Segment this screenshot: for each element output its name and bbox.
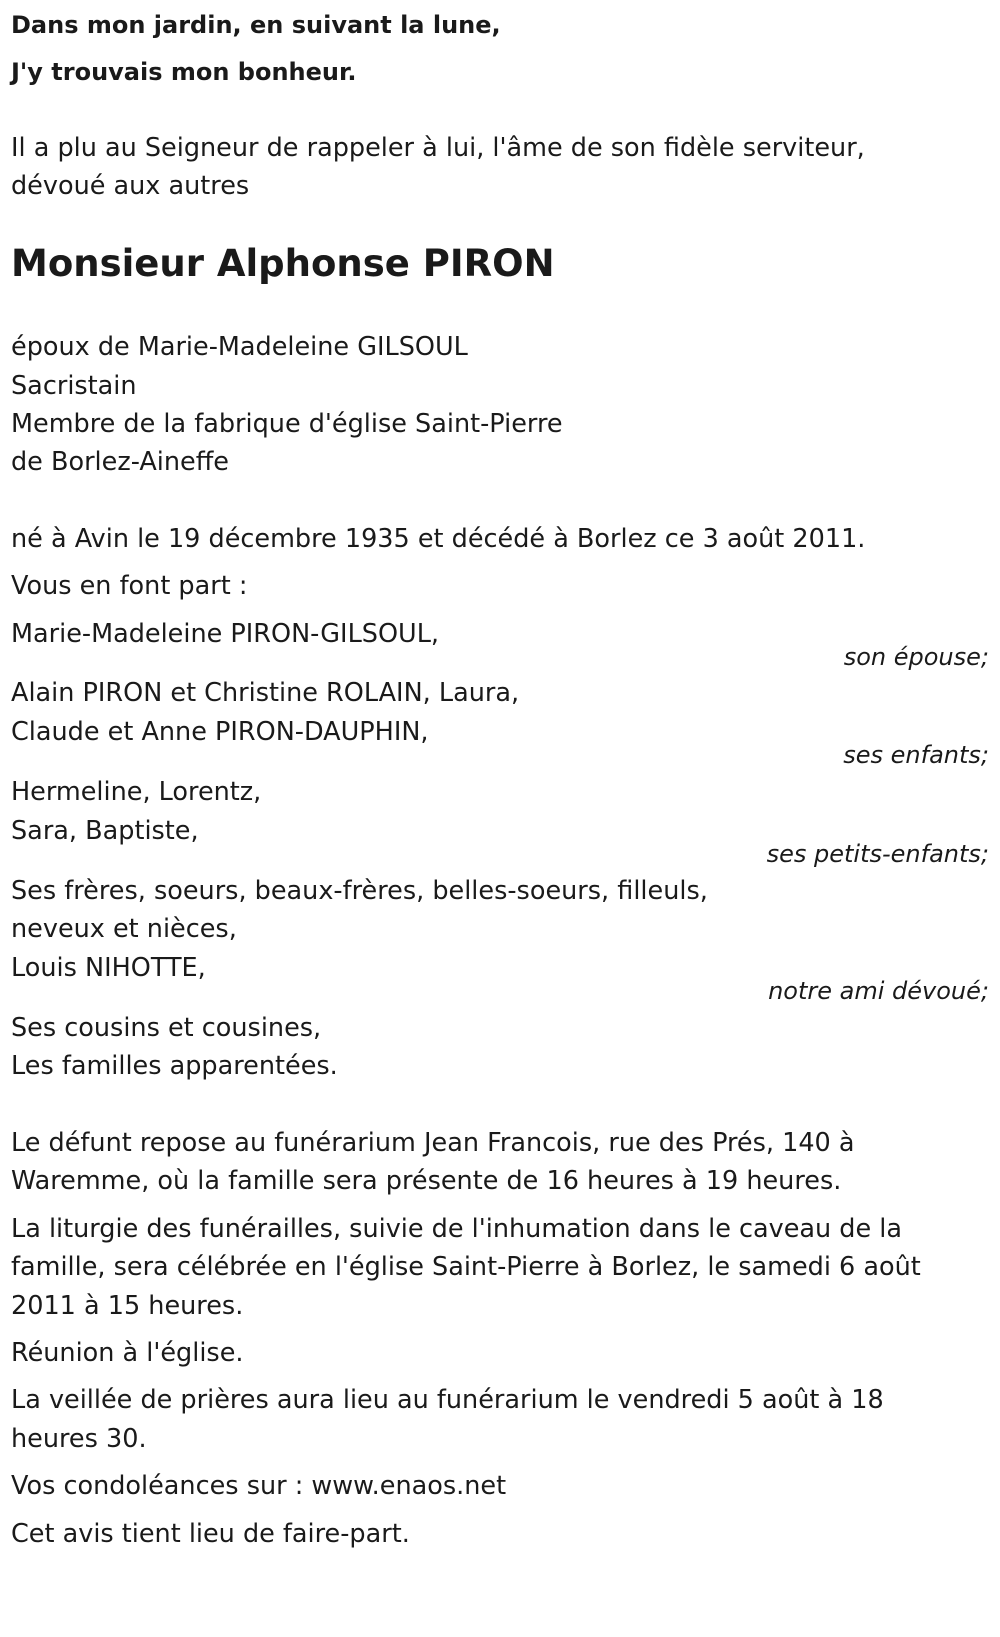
poem-line-1: Dans mon jardin, en suivant la lune, — [11, 11, 501, 39]
repose-line-2: Waremme, où la famille sera présente de 16 heures à 19 heures. — [11, 1166, 842, 1196]
intro-line-2: dévoué aux autres — [11, 171, 250, 201]
detail-spouse: époux de Marie-Madeleine GILSOUL — [11, 332, 468, 362]
announce-line: Vous en font part : — [11, 571, 248, 601]
spouse-role: son épouse; — [843, 643, 989, 671]
others-line-1: Ses cousins et cousines, — [11, 1013, 322, 1043]
others-line-2: Les familles apparentées. — [11, 1051, 338, 1081]
vigil-line-2: heures 30. — [11, 1424, 147, 1454]
grandchildren-role: ses petits-enfants; — [766, 840, 989, 868]
relatives-line-2: neveux et nièces, — [11, 914, 237, 944]
vigil-line-1: La veillée de prières aura lieu au funérarium le vendredi 5 août à 18 — [11, 1385, 884, 1415]
meeting-line: Réunion à l'église. — [11, 1338, 244, 1368]
liturgy-line-3: 2011 à 15 heures. — [11, 1291, 244, 1321]
children-role: ses enfants; — [843, 741, 989, 769]
children-line-1: Alain PIRON et Christine ROLAIN, Laura, — [11, 678, 520, 708]
relatives-line-3: Louis NIHOTTE, — [11, 953, 206, 983]
friend-role: notre ami dévoué; — [768, 977, 989, 1005]
poem-line-2: J'y trouvais mon bonheur. — [11, 58, 357, 86]
deceased-name: Monsieur Alphonse PIRON — [11, 242, 555, 285]
repose-line-1: Le défunt repose au funérarium Jean Francois, rue des Prés, 140 à — [11, 1128, 855, 1158]
children-line-2: Claude et Anne PIRON-DAUPHIN, — [11, 717, 429, 747]
grandchildren-line-1: Hermeline, Lorentz, — [11, 777, 262, 807]
intro-line-1: Il a plu au Seigneur de rappeler à lui, l'âme de son fidèle serviteur, — [11, 133, 865, 163]
detail-occupation: Sacristain — [11, 371, 137, 401]
detail-membership: Membre de la fabrique d'église Saint-Pierre — [11, 409, 563, 439]
relatives-line-1: Ses frères, soeurs, beaux-frères, belles-soeurs, filleuls, — [11, 876, 708, 906]
liturgy-line-2: famille, sera célébrée en l'église Saint-Pierre à Borlez, le samedi 6 août — [11, 1252, 921, 1282]
birth-death-dates: né à Avin le 19 décembre 1935 et décédé à Borlez ce 3 août 2011. — [11, 524, 866, 554]
grandchildren-line-2: Sara, Baptiste, — [11, 816, 199, 846]
liturgy-line-1: La liturgie des funérailles, suivie de l'inhumation dans le caveau de la — [11, 1214, 902, 1244]
condolences-line: Vos condoléances sur : www.enaos.net — [11, 1471, 507, 1501]
detail-membership-cont: de Borlez-Aineffe — [11, 447, 229, 477]
spouse-names: Marie-Madeleine PIRON-GILSOUL, — [11, 619, 440, 649]
notice-line: Cet avis tient lieu de faire-part. — [11, 1519, 410, 1549]
